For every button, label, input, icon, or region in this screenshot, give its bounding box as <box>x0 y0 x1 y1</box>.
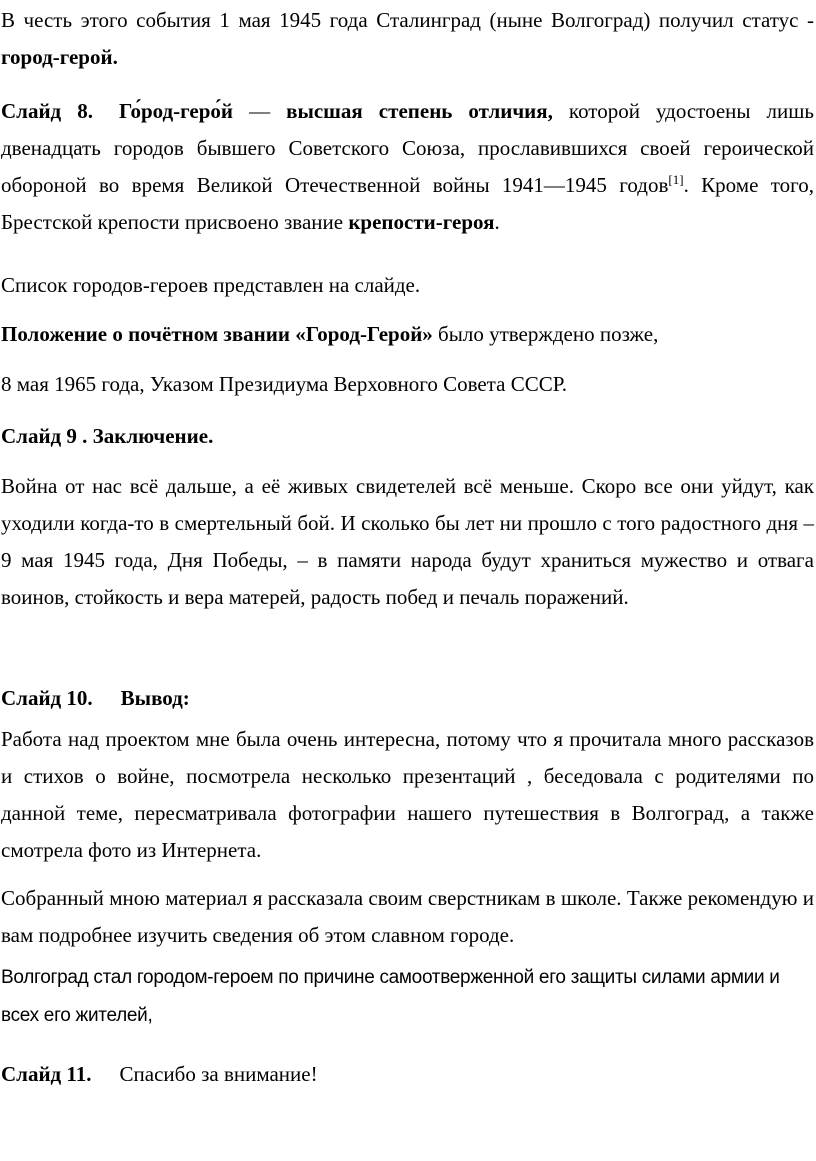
slide-11-text: Спасибо за внимание! <box>119 1062 318 1086</box>
slide-8-bold-2: крепости-героя <box>348 210 495 234</box>
status-bold: город-герой. <box>1 45 118 69</box>
slide-8-text-1: которой удостоены лишь двенадцать городов бывшего Советского Союза, прославившихся своей героической обороной во время Великой Отечественной войны 1941—1945 годов <box>1 99 815 197</box>
paragraph-regulation <box>1 316 814 353</box>
regulation-text: было утверждено позже, <box>432 322 659 346</box>
slide-10-label: Слайд 10. <box>1 686 93 710</box>
status-text: В честь этого события 1 мая 1945 года Сталинград (ныне Волгоград) получил статус - <box>1 8 814 32</box>
paragraph-slide-8 <box>1 93 814 241</box>
slide-8-text-2: . Кроме того, Брестской крепости присвоено звание <box>1 173 814 234</box>
slide-11-line <box>1 1056 814 1093</box>
paragraph-list: Список городов-героев представлен на слайде. <box>1 273 421 297</box>
paragraph-work: Работа над проектом мне была очень интересна, потому что я прочитала много рассказов и стихов о войне, посмотрела несколько презентаций , беседовала с родителями по данной теме, пересматривала фотографии нашего путешествия в Волгоград, а также смотрела фото из Интернета. <box>1 727 814 862</box>
slide-10-title: Вывод: <box>120 686 190 710</box>
footnote-ref: [1] <box>668 172 684 187</box>
slide-8-bold: высшая степень отличия, <box>286 99 553 123</box>
paragraph-status <box>1 2 814 76</box>
paragraph-conclusion: Война от нас всё дальше, а её живых свидетелей всё меньше. Скоро все они уйдут, как уходили когда-то в смертельный бой. И сколько бы лет ни прошло с того радостного дня – 9 мая 1945 года, Дня Победы, – в памяти народа будут храниться мужество и отвага воинов, стойкость и вера матерей, радость побед и печаль поражений. <box>1 474 814 609</box>
regulation-bold: Положение о почётном звании «Город-Герой» <box>1 322 433 346</box>
paragraph-material: Собранный мною материал я рассказала своим сверстникам в школе. Также рекомендую и вам подробнее изучить сведения об этом славном городе. <box>1 886 814 947</box>
slide-8-label: Слайд 8. <box>1 99 93 123</box>
paragraph-volgograd: Волгоград стал городом-героем по причине самоотверженной его защиты силами армии и всех его жителей, <box>1 967 780 1026</box>
slide-11-label: Слайд 11. <box>1 1062 92 1086</box>
slide-8-end: . <box>494 210 500 234</box>
slide-8-term: Го́род-геро́й <box>118 99 234 123</box>
paragraph-decree: 8 мая 1965 года, Указом Президиума Верховного Совета СССР. <box>1 372 568 396</box>
slide-8-dash: — <box>233 99 287 123</box>
slide-9-heading: Слайд 9 . Заключение. <box>1 424 214 448</box>
slide-10-heading <box>1 680 814 717</box>
